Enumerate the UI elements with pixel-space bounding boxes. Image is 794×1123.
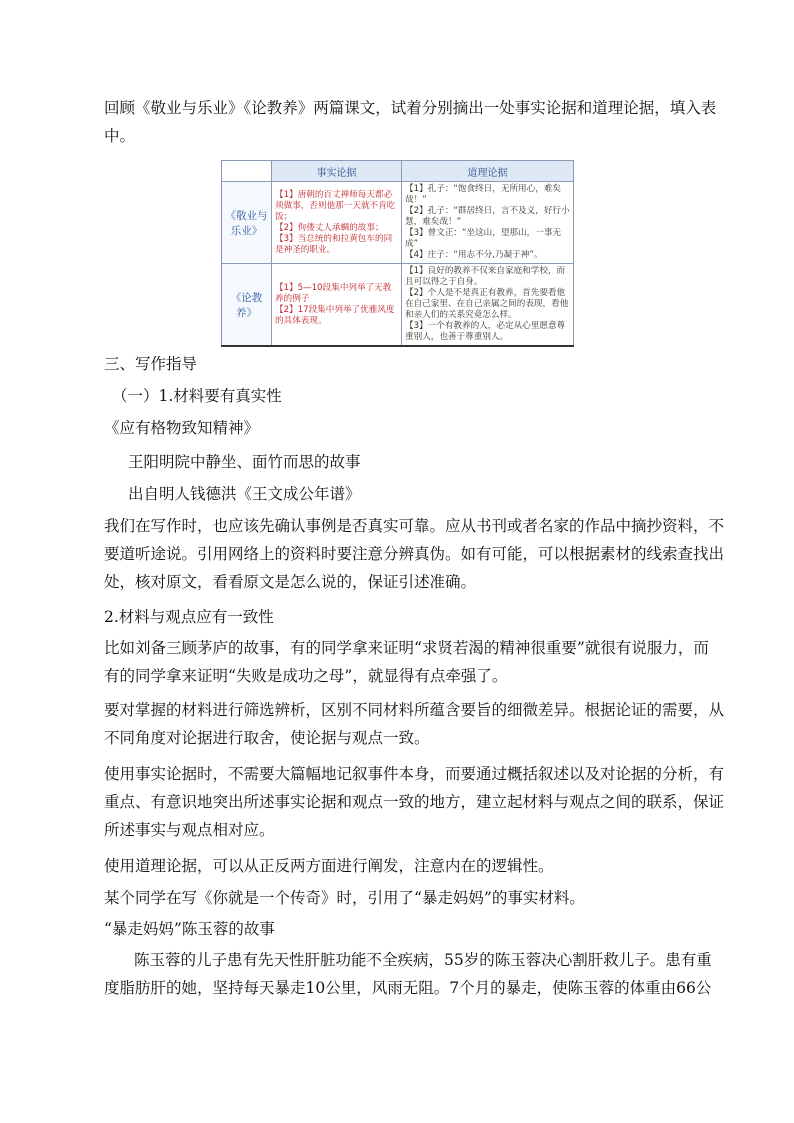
reason-cell bbox=[402, 182, 574, 264]
paragraph: 某个同学在写《你就是一个传奇》时，引用了“暴走妈妈”的事实材料。 bbox=[104, 889, 585, 907]
reason-item: 【1】孔子：“饱食终日，无所用心，难矣哉！” bbox=[405, 184, 562, 205]
intro-text: 回顾《敬业与乐业》《论教养》两篇课文，试着分别摘出一处事实论据和道理论据，填入表中。 bbox=[104, 99, 717, 145]
header-fact: 事实论据 bbox=[272, 161, 402, 182]
example-title: 《应有格物致知精神》 bbox=[104, 419, 260, 437]
reason-item: 【3】一个有教养的人，必定从心里愿意尊重别人，也善于尊重别人。 bbox=[405, 321, 566, 342]
row-label: 《敬业与乐业》 bbox=[222, 182, 272, 264]
argument-table bbox=[221, 160, 574, 342]
reason-item: 【3】曾文正：“坐这山，望那山，一事无成” bbox=[405, 228, 562, 249]
subheading-2: 2.材料与观点应有一致性 bbox=[104, 608, 274, 626]
reason-item: 【4】庄子：“用志不分,乃凝于神”。 bbox=[405, 250, 543, 260]
header-reason: 道理论据 bbox=[402, 161, 574, 182]
fact-item: 【1】5—10段集中列举了无教养的例子 bbox=[275, 282, 392, 304]
row-label: 《论教养》 bbox=[222, 264, 272, 347]
story-title: “暴走妈妈”陈玉蓉的故事 bbox=[104, 920, 275, 938]
example-line: 王阳明院中静坐、面竹而思的故事 bbox=[128, 453, 361, 471]
fact-cell bbox=[272, 264, 402, 347]
table-corner bbox=[222, 161, 272, 182]
reason-item: 【2】个人是不是真正有教养，首先要看他在自己家里、在自己亲属之间的表现，看他和亲人们的关系究竟怎么样。 bbox=[405, 288, 569, 320]
reason-item: 【1】良好的教养不仅来自家庭和学校，而且可以得之于自身。 bbox=[405, 266, 566, 287]
paragraph: 我们在写作时，也应该先确认事例是否真实可靠。应从书刊或者名家的作品中摘抄资料，不要道听途说。引用网络上的资料时要注意分辨真伪。如有可能，可以根据素材的线索查找出处，核对原文，看看原文是怎么说的，保证引述准确。 bbox=[104, 517, 725, 591]
subheading-1: （一）1.材料要有真实性 bbox=[112, 387, 282, 405]
fact-item: 【2】17段集中列举了优雅风度的具体表现。 bbox=[275, 304, 395, 326]
paragraph: 要对掌握的材料进行筛选辨析，区别不同材料所蕴含要旨的细微差异。根据论证的需要，从不同角度对论据进行取舍，使论据与观点一致。 bbox=[104, 701, 725, 747]
paragraph: 使用事实论据时，不需要大篇幅地记叙事件本身，而要通过概括叙述以及对论据的分析，有重点、有意识地突出所述事实论据和观点一致的地方，建立起材料与观点之间的联系，保证所述事实与观点相对应。 bbox=[104, 765, 725, 839]
paragraph: 使用道理论据，可以从正反两方面进行阐发，注意内在的逻辑性。 bbox=[104, 857, 554, 875]
reason-item: 【2】孔子：“群居终日，言不及义，好行小慧，难矣哉！” bbox=[405, 206, 570, 227]
table-row bbox=[222, 264, 574, 347]
paragraph: 陈玉蓉的儿子患有先天性肝脏功能不全疾病，55岁的陈玉蓉决心割肝救儿子。患有重度脂肪肝的她，坚持每天暴走10公里，风雨无阻。7个月的暴走，使陈玉蓉的体重由66公 bbox=[104, 951, 712, 997]
example-line: 出自明人钱德洪《王文成公年谱》 bbox=[128, 485, 361, 503]
fact-item: 【3】当总统的和拉黄包车的同是神圣的职业。 bbox=[275, 233, 393, 255]
paragraph: 比如刘备三顾茅庐的故事，有的同学拿来证明“求贤若渴的精神很重要”就很有说服力，而有的同学拿来证明“失败是成功之母”，就显得有点牵强了。 bbox=[104, 639, 709, 685]
fact-cell bbox=[272, 182, 402, 264]
reason-cell bbox=[402, 264, 574, 347]
fact-item: 【1】唐朝的百丈禅师每天都必须做事，否则他那一天就不肯吃饭； bbox=[275, 189, 396, 222]
table-row bbox=[222, 182, 574, 264]
fact-item: 【2】佝偻丈人承蜩的故事； bbox=[275, 222, 384, 233]
section-heading: 三、写作指导 bbox=[104, 355, 198, 373]
